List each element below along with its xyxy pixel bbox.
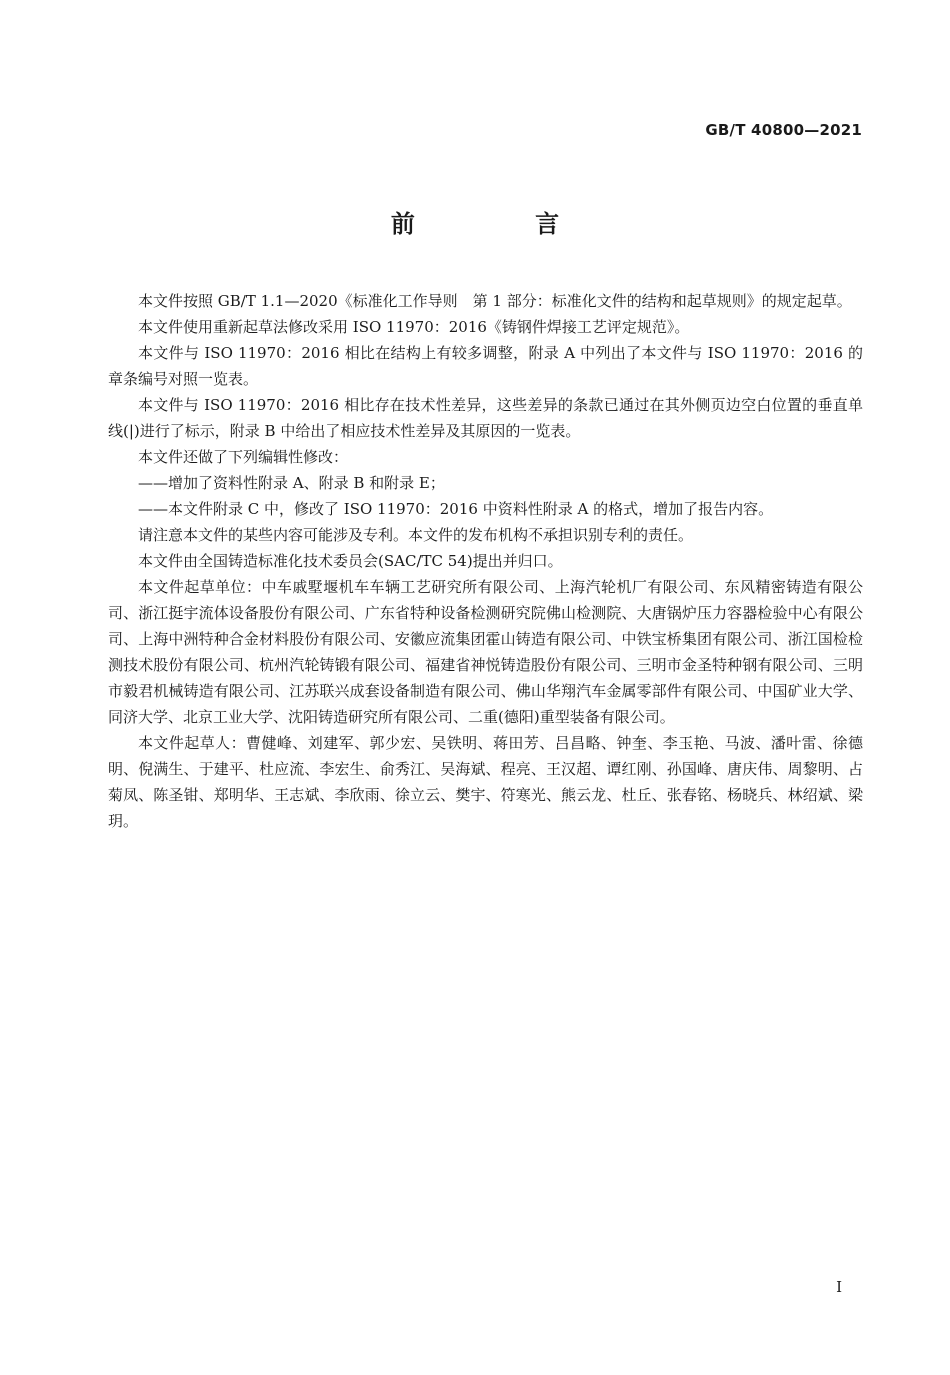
standard-code: GB/T 40800—2021 [705, 121, 862, 139]
paragraph-drafting-rules: 本文件按照 GB/T 1.1—2020《标准化工作导则 第 1 部分：标准化文件的结构和起草规则》的规定起草。 [138, 292, 852, 310]
foreword-body [108, 288, 863, 834]
paragraph-patent-notice: 请注意本文件的某些内容可能涉及专利。本文件的发布机构不承担识别专利的责任。 [138, 526, 694, 544]
paragraph-editorial-changes: 本文件还做了下列编辑性修改： [138, 448, 349, 466]
paragraph-technical-differences: 本文件与 ISO 11970：2016 相比存在技术性差异，这些差异的条款已通过在其外侧页边空白位置的垂直单线(|)进行了标示，附录 B 中给出了相应技术性差异及其原因的一览表。 [108, 396, 863, 440]
paragraph-structure-changes: 本文件与 ISO 11970：2016 相比在结构上有较多调整，附录 A 中列出了本文件与 ISO 11970：2016 的章条编号对照一览表。 [108, 344, 863, 388]
page-title: 前 言 [390, 210, 616, 238]
paragraph-adoption: 本文件使用重新起草法修改采用 ISO 11970：2016《铸钢件焊接工艺评定规范》。 [138, 318, 690, 336]
list-item-editorial-1: ——增加了资料性附录 A、附录 B 和附录 E； [138, 474, 445, 492]
list-item-editorial-2: ——本文件附录 C 中，修改了 ISO 11970：2016 中资料性附录 A 的格式，增加了报告内容。 [138, 500, 774, 518]
paragraph-drafters: 本文件起草人：曹健峰、刘建军、郭少宏、吴铁明、蒋田芳、吕昌略、钟奎、李玉艳、马波、潘叶雷、徐德明、倪满生、于建平、杜应流、李宏生、俞秀江、吴海斌、程亮、王汉超、谭红刚、孙国峰、唐庆伟、周黎明、占菊凤、陈圣钳、郑明华、王志斌、李欣雨、徐立云、樊宇、符寒光、熊云龙、杜丘、张春铭、杨晓兵、林绍斌、梁玥。 [108, 734, 863, 830]
paragraph-drafting-units: 本文件起草单位：中车戚墅堰机车车辆工艺研究所有限公司、上海汽轮机厂有限公司、东风精密铸造有限公司、浙江挺宇流体设备股份有限公司、广东省特种设备检测研究院佛山检测院、大唐锅炉压力容器检验中心有限公司、上海中洲特种合金材料股份有限公司、安徽应流集团霍山铸造有限公司、中铁宝桥集团有限公司、浙江国检检测技术股份有限公司、杭州汽轮铸锻有限公司、福建省神悦铸造股份有限公司、三明市金圣特种钢有限公司、三明市毅君机械铸造有限公司、江苏联兴成套设备制造有限公司、佛山华翔汽车金属零部件有限公司、中国矿业大学、同济大学、北京工业大学、沈阳铸造研究所有限公司、二重(德阳)重型装备有限公司。 [108, 578, 863, 726]
paragraph-committee: 本文件由全国铸造标准化技术委员会(SAC/TC 54)提出并归口。 [138, 552, 563, 570]
page-number: I [836, 1278, 842, 1296]
